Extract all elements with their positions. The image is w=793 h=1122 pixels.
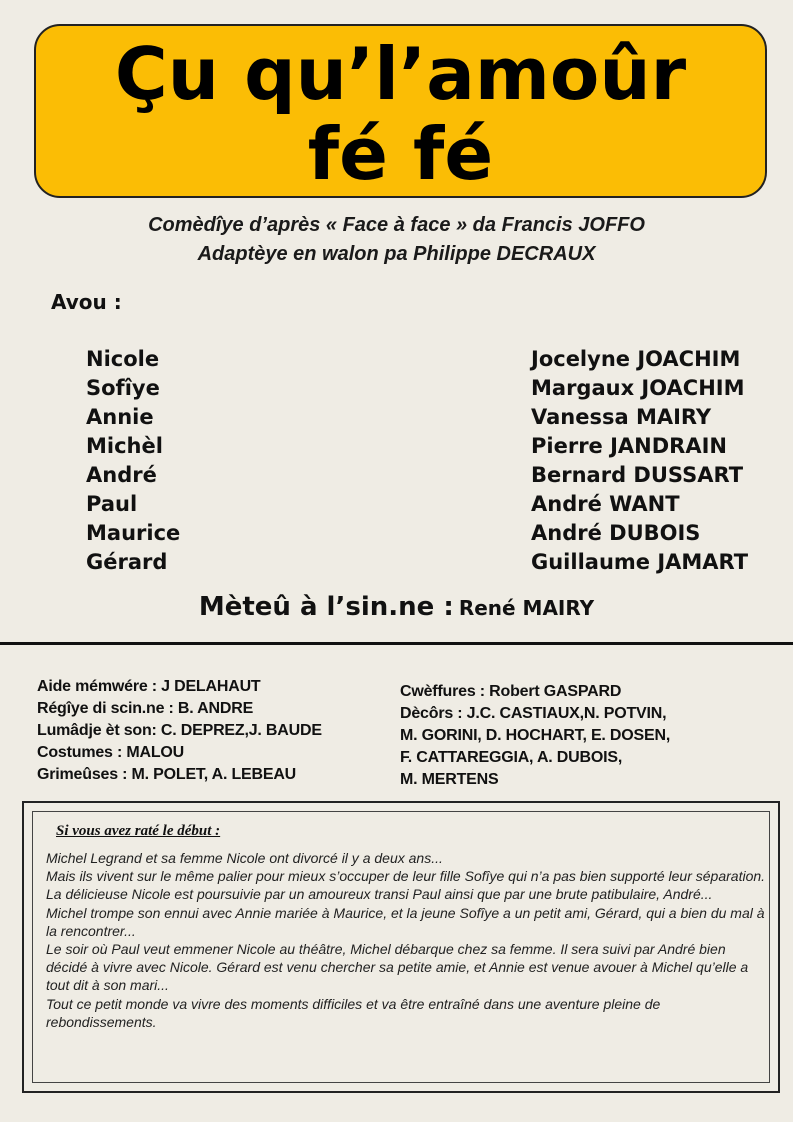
synopsis-paragraph: Le soir où Paul veut emmener Nicole au théâtre, Michel débarque chez sa femme. Il sera suivi par André bien décidé à vivre avec Nicole. Gérard est venu chercher sa petite amie, et Annie est venue avouer à Michel qu’elle a tout dit à son mari...: [46, 941, 749, 994]
cast-role: Maurice: [86, 521, 181, 545]
cast-role: Sofîye: [86, 376, 160, 400]
crew-credit: Dècôrs : J.C. CASTIAUX,N. POTVIN,: [400, 705, 667, 722]
cast-actor: André DUBOIS: [531, 521, 701, 545]
synopsis-paragraph: La délicieuse Nicole est poursuivie par un amoureux transi Paul ainsi que par une brute patibulaire, André...: [46, 886, 713, 903]
director-credit: [0, 592, 793, 622]
cast-role: Michèl: [86, 434, 163, 458]
cast-actor: Margaux JOACHIM: [531, 376, 745, 400]
cast-roles-list: [86, 345, 180, 577]
cast-actor: Guillaume JAMART: [531, 550, 749, 574]
synopsis-inner-border: [32, 811, 770, 1083]
crew-credit: Costumes : MALOU: [37, 744, 185, 761]
cast-actor: André WANT: [531, 492, 680, 516]
director-label: Mèteû à l’sin.ne :: [198, 592, 454, 622]
synopsis-box: [22, 801, 780, 1093]
synopsis-paragraph: Michel Legrand et sa femme Nicole ont divorcé il y a deux ans...: [46, 850, 443, 866]
cast-actors-list: [531, 345, 748, 577]
crew-credit: F. CATTAREGGIA, A. DUBOIS,: [400, 749, 623, 766]
synopsis-heading: Si vous avez raté le début :: [56, 823, 221, 839]
cast-role: Annie: [86, 405, 154, 429]
crew-credit: Aide mémwére : J DELAHAUT: [37, 678, 261, 695]
synopsis-paragraph: Mais ils vivent sur le même palier pour mieux s’occuper de leur fille Sofîye qui n’a pas bien supporté leur séparation.: [46, 868, 766, 885]
crew-credit: Lumâdje èt son: C. DEPREZ,J. BAUDE: [37, 722, 322, 739]
cast-actor: Bernard DUSSART: [531, 463, 744, 487]
play-title-line-2: fé fé: [307, 112, 494, 196]
crew-credit: Cwèffures : Robert GASPARD: [400, 683, 622, 700]
cast-role: Paul: [86, 492, 138, 516]
synopsis-paragraph: Tout ce petit monde va vivre des moments difficiles et va être entraîné dans une aventure pleine de rebondissements.: [46, 995, 661, 1030]
subtitle-author: Comèdîye d’après « Face à face » da Francis JOFFO: [148, 214, 645, 236]
crew-credit: M. GORINI, D. HOCHART, E. DOSEN,: [400, 727, 671, 744]
cast-role: André: [86, 463, 157, 487]
synopsis-paragraph: Michel trompe son ennui avec Annie mariée à Maurice, et la jeune Sofîye a un petit ami, Gérard, qui a bien du mal à la rencontrer...: [46, 904, 765, 939]
cast-heading: Avou :: [51, 290, 122, 314]
crew-credit: Régîye di scin.ne : B. ANDRE: [37, 700, 254, 717]
crew-credits-left: [37, 676, 322, 786]
crew-credit: M. MERTENS: [400, 771, 499, 788]
section-divider: [0, 642, 793, 645]
title-box: [34, 24, 767, 198]
cast-role: Nicole: [86, 347, 160, 371]
cast-actor: Pierre JANDRAIN: [531, 434, 727, 458]
crew-credit: Grimeûses : M. POLET, A. LEBEAU: [37, 766, 297, 783]
cast-actor: Vanessa MAIRY: [531, 405, 712, 429]
director-name: René MAIRY: [458, 596, 595, 620]
cast-actor: Jocelyne JOACHIM: [531, 347, 741, 371]
synopsis-text: [46, 849, 766, 1031]
crew-credits-right: [400, 681, 670, 791]
subtitle-adapter: Adaptèye en walon pa Philippe DECRAUX: [197, 243, 596, 265]
play-title-line-1: Çu qu’l’amoûr: [114, 32, 687, 116]
cast-role: Gérard: [86, 550, 168, 574]
